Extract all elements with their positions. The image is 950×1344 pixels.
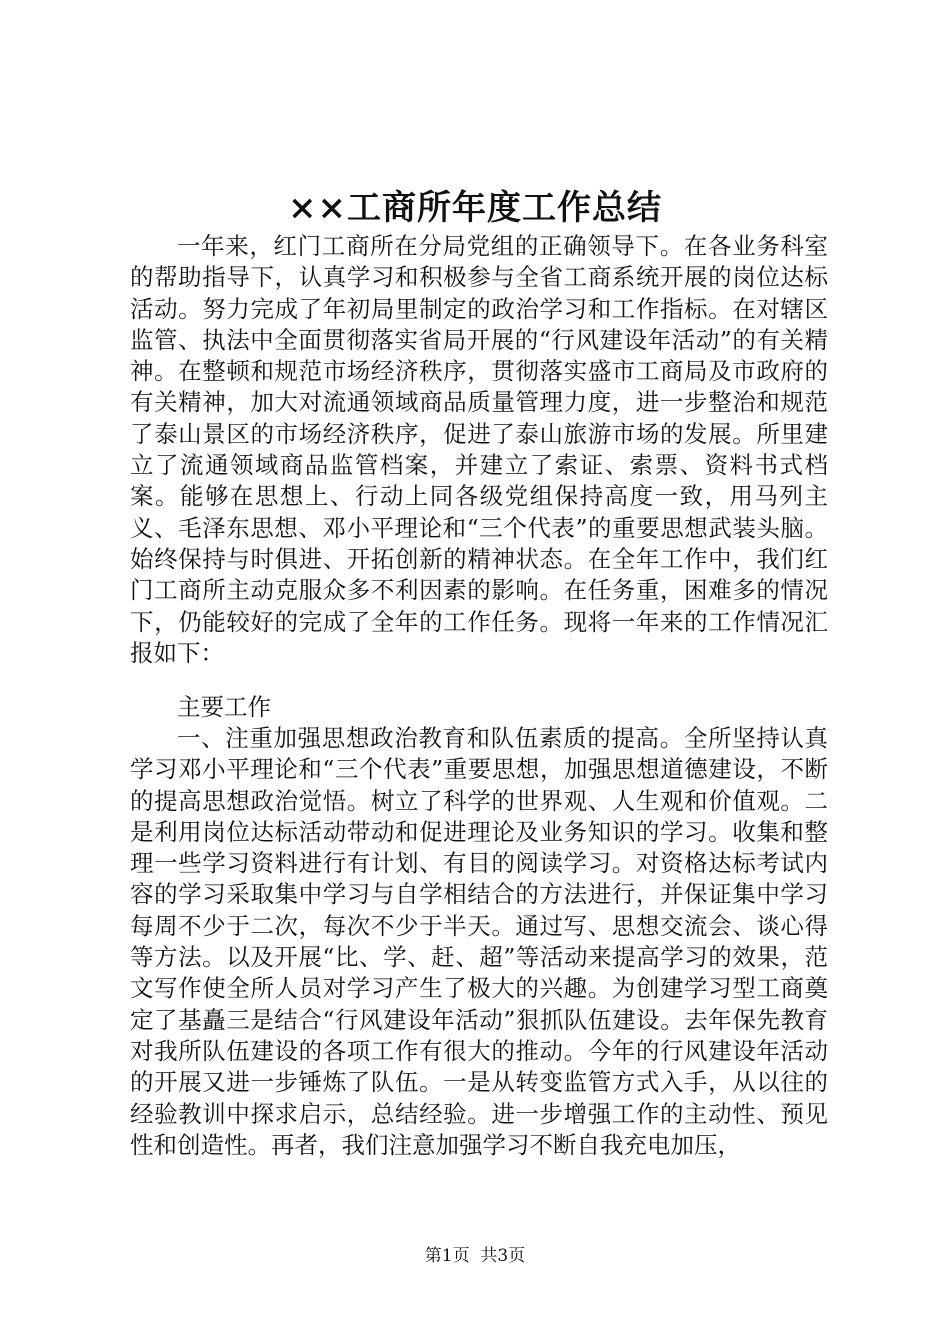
document-title: ××工商所年度工作总结: [288, 188, 662, 228]
work-paragraph: 一、注重加强思想政治教育和队伍素质的提高。全所坚持认真学习邓小平理论和“三个代表”重要思想，加强思想道德建设，不断的提高思想政治觉悟。树立了科学的世界观、人生观和价值观。二是利用岗位达标活动带动和促进理论及业务知识的学习。收集和整理一些学习资料进行有计划、有目的阅读学习。对资格达标考试内容的学习采取集中学习与自学相结合的方法进行，并保证集中学习每周不少于二次，每次不少于半天。通过写、思想交流会、谈心得等方法。以及开展“比、学、赶、超”等活动来提高学习的效果，范文写作使全所人员对学习产生了极大的兴趣。为创建学习型工商奠定了基矗三是结合“行风建设年活动”狠抓队伍建设。去年保先教育对我所队伍建设的各项工作有很大的推动。今年的行风建设年活动的开展又进一步锤炼了队伍。一是从转变监管方式入手，从以往的经验教训中探求启示，总结经验。进一步增强工作的主动性、预见性和创造性。再者，我们注意加强学习不断自我充电加压，: [130, 724, 828, 1159]
section-heading: 主要工作: [177, 693, 271, 721]
intro-paragraph: 一年来，红门工商所在分局党组的正确领导下。在各业务科室的帮助指导下，认真学习和积极参与全省工商系统开展的岗位达标活动。努力完成了年初局里制定的政治学习和工作指标。在对辖区监管、执法中全面贯彻落实省局开展的“行风建设年活动”的有关精神。在整顿和规范市场经济秩序，贯彻落实盛市工商局及市政府的有关精神，加大对流通领域商品质量管理力度，进一步整治和规范了泰山景区的市场经济秩序，促进了泰山旅游市场的发展。所里建立了流通领域商品监管档案，并建立了索证、索票、资料书式档案。能够在思想上、行动上同各级党组保持高度一致，用马列主义、毛泽东思想、邓小平理论和“三个代表”的重要思想武装头脑。始终保持与时俱进、开拓创新的精神状态。在全年工作中，我们红门工商所主动克服众多不利因素的影响。在任务重，困难多的情况下，仍能较好的完成了全年的工作任务。现将一年来的工作情况汇报如下：: [130, 232, 828, 667]
page-footer: 第1页 共3页: [424, 1246, 526, 1266]
